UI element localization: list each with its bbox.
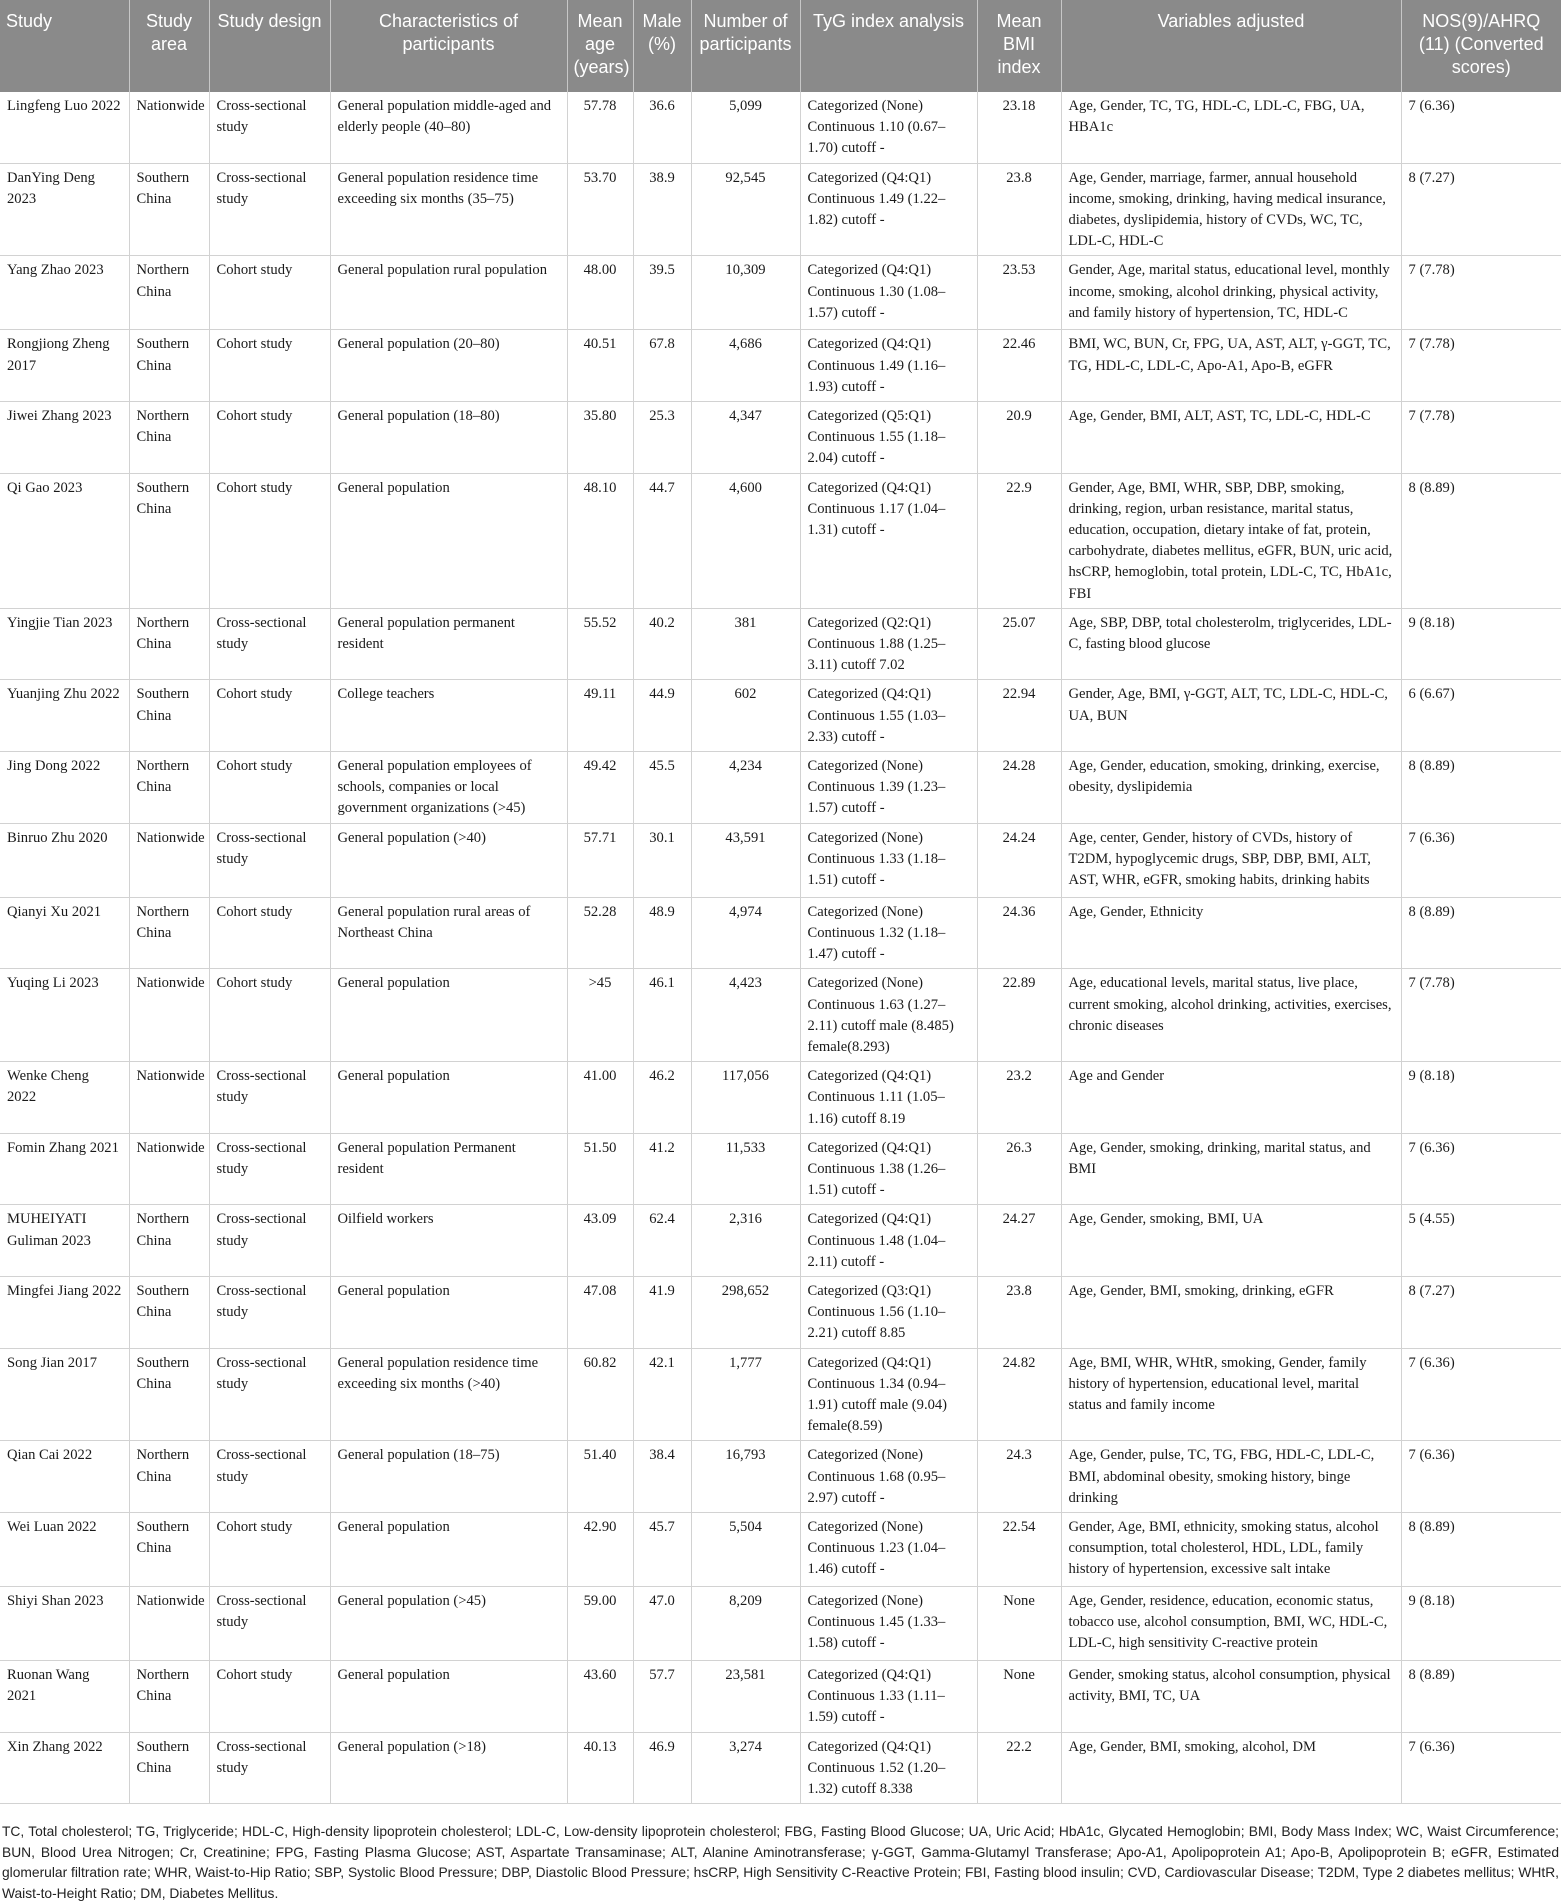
cell-bmi: 24.3 xyxy=(977,1441,1061,1513)
cell-participants: 16,793 xyxy=(691,1441,800,1513)
cell-tyg: Categorized (Q2:Q1) Continuous 1.88 (1.25–3.11) cutoff 7.02 xyxy=(800,608,977,680)
cell-mean-age: 60.82 xyxy=(567,1348,633,1441)
table-footnote: TC, Total cholesterol; TG, Triglyceride; HDL-C, High-density lipoprotein cholesterol; LDL-C, Low-density lipoprotein cholesterol; FBG, Fasting Blood Glucose; UA, Uric Acid; HbA1c, Glycated Hemoglobin; BMI, Body Mass Index; WC, Waist Circumference; BUN, Blood Urea Nitrogen; Cr, Creatinine; FPG, Fasting Plasma Glucose; AST, Aspartate Transaminase; ALT, Alanine Aminotransferase; γ-GGT, Gamma-Glutamyl Transferase; Apo-A1, Apolipoprotein A1; Apo-B, Apolipoprotein B; eGFR, Estimated glomerular filtration rate; WHR, Waist-to-Hip Ratio; SBP, Systolic Blood Pressure; DBP, Diastolic Blood Pressure; hsCRP, High Sensitivity C-Reactive Protein; FBI, Fasting blood insulin; CVD, Cardiovascular Disease; T2DM, Type 2 diabetes mellitus; WHtR, Waist-to-Height Ratio; DM, Diabetes Mellitus. xyxy=(2,1824,1559,1901)
table-row xyxy=(0,608,1561,680)
cell-study-design: Cross-sectional study xyxy=(209,1276,330,1348)
cell-male: 46.9 xyxy=(633,1732,691,1804)
table-row xyxy=(0,1133,1561,1205)
cell-variables: Age, center, Gender, history of CVDs, history of T2DM, hypoglycemic drugs, SBP, DBP, BMI, ALT, AST, WHR, eGFR, smoking habits, drinking habits xyxy=(1061,823,1401,897)
cell-quality: 9 (8.18) xyxy=(1401,1062,1561,1134)
cell-participants: 10,309 xyxy=(691,256,800,330)
cell-quality: 8 (8.89) xyxy=(1401,473,1561,608)
cell-characteristics: General population xyxy=(330,1276,567,1348)
cell-quality: 8 (7.27) xyxy=(1401,163,1561,256)
cell-variables: Gender, Age, BMI, γ-GGT, ALT, TC, LDL-C, HDL-C, UA, BUN xyxy=(1061,680,1401,752)
cell-male: 45.5 xyxy=(633,752,691,824)
cell-male: 44.7 xyxy=(633,473,691,608)
cell-study: Jing Dong 2022 xyxy=(0,752,129,824)
cell-bmi: 24.24 xyxy=(977,823,1061,897)
cell-study: Yuanjing Zhu 2022 xyxy=(0,680,129,752)
cell-study-area: Southern China xyxy=(129,473,209,608)
header-bmi: Mean BMI index xyxy=(977,0,1061,92)
cell-study: Qian Cai 2022 xyxy=(0,1441,129,1513)
cell-mean-age: 57.78 xyxy=(567,92,633,163)
cell-tyg: Categorized (Q4:Q1) Continuous 1.49 (1.22–1.82) cutoff - xyxy=(800,163,977,256)
cell-male: 46.1 xyxy=(633,969,691,1062)
cell-mean-age: 59.00 xyxy=(567,1586,633,1660)
cell-study-design: Cohort study xyxy=(209,1660,330,1732)
cell-variables: Age, Gender, education, smoking, drinking, exercise, obesity, dyslipidemia xyxy=(1061,752,1401,824)
cell-study-area: Northern China xyxy=(129,402,209,474)
table-row xyxy=(0,256,1561,330)
cell-male: 41.2 xyxy=(633,1133,691,1205)
cell-male: 47.0 xyxy=(633,1586,691,1660)
cell-study-design: Cohort study xyxy=(209,969,330,1062)
cell-mean-age: 52.28 xyxy=(567,897,633,969)
header-study-area: Study area xyxy=(129,0,209,92)
cell-quality: 7 (6.36) xyxy=(1401,1732,1561,1804)
cell-variables: Age and Gender xyxy=(1061,1062,1401,1134)
cell-bmi: 24.28 xyxy=(977,752,1061,824)
cell-participants: 4,347 xyxy=(691,402,800,474)
cell-tyg: Categorized (None) Continuous 1.68 (0.95–2.97) cutoff - xyxy=(800,1441,977,1513)
cell-characteristics: Oilfield workers xyxy=(330,1205,567,1277)
cell-study-design: Cross-sectional study xyxy=(209,1732,330,1804)
cell-study-design: Cohort study xyxy=(209,1512,330,1586)
cell-study: Lingfeng Luo 2022 xyxy=(0,92,129,163)
cell-mean-age: >45 xyxy=(567,969,633,1062)
cell-study-design: Cohort study xyxy=(209,473,330,608)
cell-male: 62.4 xyxy=(633,1205,691,1277)
cell-study-area: Southern China xyxy=(129,1276,209,1348)
cell-bmi: 23.18 xyxy=(977,92,1061,163)
cell-study: Qianyi Xu 2021 xyxy=(0,897,129,969)
cell-study: Yuqing Li 2023 xyxy=(0,969,129,1062)
cell-bmi: 24.82 xyxy=(977,1348,1061,1441)
cell-study: Binruo Zhu 2020 xyxy=(0,823,129,897)
cell-bmi: 22.2 xyxy=(977,1732,1061,1804)
cell-study-design: Cross-sectional study xyxy=(209,1348,330,1441)
header-study-design: Study design xyxy=(209,0,330,92)
cell-variables: Age, Gender, BMI, smoking, drinking, eGFR xyxy=(1061,1276,1401,1348)
cell-variables: Age, educational levels, marital status, live place, current smoking, alcohol drinking, activities, exercises, chronic diseases xyxy=(1061,969,1401,1062)
cell-participants: 4,234 xyxy=(691,752,800,824)
cell-variables: Age, Gender, marriage, farmer, annual household income, smoking, drinking, having medical insurance, diabetes, dyslipidemia, history of CVDs, WC, TC, LDL-C, HDL-C xyxy=(1061,163,1401,256)
cell-study-area: Nationwide xyxy=(129,969,209,1062)
cell-variables: Gender, smoking status, alcohol consumption, physical activity, BMI, TC, UA xyxy=(1061,1660,1401,1732)
cell-mean-age: 43.09 xyxy=(567,1205,633,1277)
cell-variables: Gender, Age, marital status, educational level, monthly income, smoking, alcohol drinking, physical activity, and family history of hypertension, TC, HDL-C xyxy=(1061,256,1401,330)
cell-tyg: Categorized (Q5:Q1) Continuous 1.55 (1.18–2.04) cutoff - xyxy=(800,402,977,474)
cell-tyg: Categorized (None) Continuous 1.23 (1.04–1.46) cutoff - xyxy=(800,1512,977,1586)
cell-bmi: 24.36 xyxy=(977,897,1061,969)
header-variables: Variables adjusted xyxy=(1061,0,1401,92)
cell-male: 44.9 xyxy=(633,680,691,752)
cell-study: Fomin Zhang 2021 xyxy=(0,1133,129,1205)
cell-mean-age: 40.13 xyxy=(567,1732,633,1804)
table-row xyxy=(0,330,1561,402)
table-row xyxy=(0,680,1561,752)
cell-study: Shiyi Shan 2023 xyxy=(0,1586,129,1660)
cell-participants: 23,581 xyxy=(691,1660,800,1732)
cell-mean-age: 48.10 xyxy=(567,473,633,608)
cell-bmi: 22.9 xyxy=(977,473,1061,608)
table-row xyxy=(0,1205,1561,1277)
header-tyg: TyG index analysis xyxy=(800,0,977,92)
cell-study-design: Cohort study xyxy=(209,680,330,752)
cell-study-area: Northern China xyxy=(129,256,209,330)
cell-characteristics: General population residence time exceeding six months (35–75) xyxy=(330,163,567,256)
cell-characteristics: General population xyxy=(330,473,567,608)
cell-mean-age: 43.60 xyxy=(567,1660,633,1732)
cell-characteristics: General population middle-aged and elderly people (40–80) xyxy=(330,92,567,163)
cell-study-design: Cross-sectional study xyxy=(209,608,330,680)
cell-quality: 7 (6.36) xyxy=(1401,92,1561,163)
cell-tyg: Categorized (Q4:Q1) Continuous 1.34 (0.94–1.91) cutoff male (9.04) female(8.59) xyxy=(800,1348,977,1441)
cell-mean-age: 49.42 xyxy=(567,752,633,824)
cell-study: Rongjiong Zheng 2017 xyxy=(0,330,129,402)
cell-quality: 7 (7.78) xyxy=(1401,969,1561,1062)
cell-tyg: Categorized (None) Continuous 1.39 (1.23–1.57) cutoff - xyxy=(800,752,977,824)
cell-study-design: Cohort study xyxy=(209,256,330,330)
cell-characteristics: General population residence time exceeding six months (>40) xyxy=(330,1348,567,1441)
cell-participants: 1,777 xyxy=(691,1348,800,1441)
cell-variables: Age, Gender, BMI, smoking, alcohol, DM xyxy=(1061,1732,1401,1804)
cell-characteristics: General population xyxy=(330,969,567,1062)
cell-characteristics: General population rural population xyxy=(330,256,567,330)
header-characteristics: Characteristics of participants xyxy=(330,0,567,92)
cell-participants: 11,533 xyxy=(691,1133,800,1205)
cell-characteristics: General population Permanent resident xyxy=(330,1133,567,1205)
cell-male: 36.6 xyxy=(633,92,691,163)
cell-quality: 7 (6.36) xyxy=(1401,1441,1561,1513)
cell-variables: Age, Gender, residence, education, economic status, tobacco use, alcohol consumption, BMI, WC, HDL-C, LDL-C, high sensitivity C-reactive protein xyxy=(1061,1586,1401,1660)
cell-quality: 9 (8.18) xyxy=(1401,608,1561,680)
cell-variables: Age, SBP, DBP, total cholesterolm, triglycerides, LDL-C, fasting blood glucose xyxy=(1061,608,1401,680)
cell-quality: 7 (6.36) xyxy=(1401,823,1561,897)
cell-study-area: Northern China xyxy=(129,608,209,680)
table-row xyxy=(0,1512,1561,1586)
cell-participants: 117,056 xyxy=(691,1062,800,1134)
cell-tyg: Categorized (None) Continuous 1.45 (1.33–1.58) cutoff - xyxy=(800,1586,977,1660)
cell-study-area: Nationwide xyxy=(129,92,209,163)
cell-study-area: Northern China xyxy=(129,752,209,824)
cell-bmi: 25.07 xyxy=(977,608,1061,680)
table-row xyxy=(0,897,1561,969)
cell-study: Xin Zhang 2022 xyxy=(0,1732,129,1804)
cell-tyg: Categorized (Q4:Q1) Continuous 1.11 (1.05–1.16) cutoff 8.19 xyxy=(800,1062,977,1134)
cell-characteristics: General population (>40) xyxy=(330,823,567,897)
cell-quality: 5 (4.55) xyxy=(1401,1205,1561,1277)
cell-characteristics: General population rural areas of Northeast China xyxy=(330,897,567,969)
cell-variables: Gender, Age, BMI, ethnicity, smoking status, alcohol consumption, total cholesterol, HDL, LDL, family history of hypertension, excessive salt intake xyxy=(1061,1512,1401,1586)
cell-mean-age: 48.00 xyxy=(567,256,633,330)
table-row xyxy=(0,1586,1561,1660)
cell-characteristics: General population (18–75) xyxy=(330,1441,567,1513)
cell-study-area: Southern China xyxy=(129,330,209,402)
cell-study: Yang Zhao 2023 xyxy=(0,256,129,330)
cell-study: Wenke Cheng 2022 xyxy=(0,1062,129,1134)
cell-male: 48.9 xyxy=(633,897,691,969)
cell-study-area: Nationwide xyxy=(129,1133,209,1205)
cell-study-design: Cohort study xyxy=(209,330,330,402)
cell-bmi: 26.3 xyxy=(977,1133,1061,1205)
cell-bmi: None xyxy=(977,1586,1061,1660)
table-row xyxy=(0,1441,1561,1513)
cell-mean-age: 55.52 xyxy=(567,608,633,680)
cell-characteristics: General population (>45) xyxy=(330,1586,567,1660)
table-row xyxy=(0,473,1561,608)
cell-study-design: Cross-sectional study xyxy=(209,1062,330,1134)
cell-bmi: 23.2 xyxy=(977,1062,1061,1134)
cell-quality: 8 (8.89) xyxy=(1401,752,1561,824)
cell-tyg: Categorized (Q4:Q1) Continuous 1.33 (1.11–1.59) cutoff - xyxy=(800,1660,977,1732)
cell-study-area: Nationwide xyxy=(129,1062,209,1134)
cell-study-design: Cross-sectional study xyxy=(209,1586,330,1660)
cell-mean-age: 49.11 xyxy=(567,680,633,752)
cell-mean-age: 41.00 xyxy=(567,1062,633,1134)
cell-study-design: Cross-sectional study xyxy=(209,1133,330,1205)
cell-participants: 8,209 xyxy=(691,1586,800,1660)
cell-variables: Gender, Age, BMI, WHR, SBP, DBP, smoking, drinking, region, urban resistance, marital status, education, occupation, dietary intake of fat, protein, carbohydrate, diabetes mellitus, eGFR, BUN, uric acid, hsCRP, hemoglobin, total protein, LDL-C, TC, HbA1c, FBI xyxy=(1061,473,1401,608)
cell-male: 57.7 xyxy=(633,1660,691,1732)
cell-study: Jiwei Zhang 2023 xyxy=(0,402,129,474)
header-male: Male (%) xyxy=(633,0,691,92)
cell-male: 67.8 xyxy=(633,330,691,402)
cell-bmi: 22.54 xyxy=(977,1512,1061,1586)
cell-participants: 381 xyxy=(691,608,800,680)
cell-characteristics: General population xyxy=(330,1512,567,1586)
cell-study: Mingfei Jiang 2022 xyxy=(0,1276,129,1348)
cell-variables: Age, Gender, smoking, BMI, UA xyxy=(1061,1205,1401,1277)
cell-participants: 5,099 xyxy=(691,92,800,163)
cell-participants: 43,591 xyxy=(691,823,800,897)
cell-tyg: Categorized (None) Continuous 1.63 (1.27–2.11) cutoff male (8.485) female(8.293) xyxy=(800,969,977,1062)
cell-tyg: Categorized (Q4:Q1) Continuous 1.49 (1.16–1.93) cutoff - xyxy=(800,330,977,402)
table-row xyxy=(0,1062,1561,1134)
header-study: Study xyxy=(0,0,129,92)
cell-study-area: Northern China xyxy=(129,1660,209,1732)
table-row xyxy=(0,1732,1561,1804)
cell-male: 41.9 xyxy=(633,1276,691,1348)
cell-mean-age: 57.71 xyxy=(567,823,633,897)
cell-study-area: Nationwide xyxy=(129,1586,209,1660)
header-quality: NOS(9)/AHRQ (11) (Converted scores) xyxy=(1401,0,1561,92)
cell-study-design: Cross-sectional study xyxy=(209,92,330,163)
cell-quality: 7 (6.36) xyxy=(1401,1133,1561,1205)
header-mean-age: Mean age (years) xyxy=(567,0,633,92)
cell-study: DanYing Deng 2023 xyxy=(0,163,129,256)
cell-mean-age: 53.70 xyxy=(567,163,633,256)
cell-characteristics: General population (>18) xyxy=(330,1732,567,1804)
cell-characteristics: General population (18–80) xyxy=(330,402,567,474)
cell-quality: 9 (8.18) xyxy=(1401,1586,1561,1660)
cell-participants: 4,686 xyxy=(691,330,800,402)
cell-participants: 4,423 xyxy=(691,969,800,1062)
cell-bmi: 22.89 xyxy=(977,969,1061,1062)
cell-characteristics: General population (20–80) xyxy=(330,330,567,402)
cell-participants: 602 xyxy=(691,680,800,752)
cell-male: 42.1 xyxy=(633,1348,691,1441)
cell-mean-age: 51.50 xyxy=(567,1133,633,1205)
cell-bmi: 23.8 xyxy=(977,163,1061,256)
cell-study-area: Northern China xyxy=(129,897,209,969)
cell-characteristics: General population xyxy=(330,1062,567,1134)
table-row xyxy=(0,1276,1561,1348)
table-row xyxy=(0,969,1561,1062)
table-row xyxy=(0,1660,1561,1732)
cell-bmi: 23.8 xyxy=(977,1276,1061,1348)
cell-tyg: Categorized (None) Continuous 1.33 (1.18–1.51) cutoff - xyxy=(800,823,977,897)
cell-tyg: Categorized (Q4:Q1) Continuous 1.17 (1.04–1.31) cutoff - xyxy=(800,473,977,608)
cell-mean-age: 42.90 xyxy=(567,1512,633,1586)
header-participants: Number of participants xyxy=(691,0,800,92)
cell-tyg: Categorized (Q4:Q1) Continuous 1.30 (1.08–1.57) cutoff - xyxy=(800,256,977,330)
cell-quality: 7 (7.78) xyxy=(1401,256,1561,330)
cell-study-area: Southern China xyxy=(129,1348,209,1441)
cell-mean-age: 47.08 xyxy=(567,1276,633,1348)
cell-male: 46.2 xyxy=(633,1062,691,1134)
cell-characteristics: General population permanent resident xyxy=(330,608,567,680)
cell-tyg: Categorized (Q4:Q1) Continuous 1.55 (1.03–2.33) cutoff - xyxy=(800,680,977,752)
cell-male: 40.2 xyxy=(633,608,691,680)
cell-participants: 2,316 xyxy=(691,1205,800,1277)
cell-male: 45.7 xyxy=(633,1512,691,1586)
table-row xyxy=(0,402,1561,474)
cell-study-area: Southern China xyxy=(129,1512,209,1586)
cell-bmi: 20.9 xyxy=(977,402,1061,474)
cell-male: 39.5 xyxy=(633,256,691,330)
cell-tyg: Categorized (Q4:Q1) Continuous 1.52 (1.20–1.32) cutoff 8.338 xyxy=(800,1732,977,1804)
cell-participants: 4,600 xyxy=(691,473,800,608)
cell-quality: 7 (7.78) xyxy=(1401,402,1561,474)
cell-study: Song Jian 2017 xyxy=(0,1348,129,1441)
table-row xyxy=(0,823,1561,897)
cell-study-area: Northern China xyxy=(129,1441,209,1513)
cell-tyg: Categorized (None) Continuous 1.32 (1.18–1.47) cutoff - xyxy=(800,897,977,969)
cell-study-area: Southern China xyxy=(129,1732,209,1804)
cell-study-area: Nationwide xyxy=(129,823,209,897)
cell-characteristics: College teachers xyxy=(330,680,567,752)
cell-variables: Age, Gender, smoking, drinking, marital status, and BMI xyxy=(1061,1133,1401,1205)
cell-male: 38.9 xyxy=(633,163,691,256)
cell-study-area: Southern China xyxy=(129,163,209,256)
cell-study: Wei Luan 2022 xyxy=(0,1512,129,1586)
cell-bmi: 22.46 xyxy=(977,330,1061,402)
cell-participants: 4,974 xyxy=(691,897,800,969)
cell-study-design: Cohort study xyxy=(209,752,330,824)
cell-quality: 8 (8.89) xyxy=(1401,897,1561,969)
cell-tyg: Categorized (Q4:Q1) Continuous 1.38 (1.26–1.51) cutoff - xyxy=(800,1133,977,1205)
cell-study-design: Cross-sectional study xyxy=(209,823,330,897)
cell-bmi: None xyxy=(977,1660,1061,1732)
cell-quality: 8 (7.27) xyxy=(1401,1276,1561,1348)
cell-quality: 7 (6.36) xyxy=(1401,1348,1561,1441)
cell-study: Qi Gao 2023 xyxy=(0,473,129,608)
cell-study-design: Cohort study xyxy=(209,402,330,474)
cell-participants: 92,545 xyxy=(691,163,800,256)
cell-study: Ruonan Wang 2021 xyxy=(0,1660,129,1732)
cell-study-design: Cross-sectional study xyxy=(209,1205,330,1277)
cell-variables: Age, Gender, BMI, ALT, AST, TC, LDL-C, HDL-C xyxy=(1061,402,1401,474)
cell-bmi: 22.94 xyxy=(977,680,1061,752)
cell-quality: 7 (7.78) xyxy=(1401,330,1561,402)
table-row xyxy=(0,163,1561,256)
cell-study-design: Cross-sectional study xyxy=(209,1441,330,1513)
cell-mean-age: 40.51 xyxy=(567,330,633,402)
cell-study-area: Northern China xyxy=(129,1205,209,1277)
cell-male: 38.4 xyxy=(633,1441,691,1513)
cell-mean-age: 35.80 xyxy=(567,402,633,474)
cell-bmi: 23.53 xyxy=(977,256,1061,330)
cell-participants: 3,274 xyxy=(691,1732,800,1804)
cell-study-design: Cross-sectional study xyxy=(209,163,330,256)
cell-tyg: Categorized (Q4:Q1) Continuous 1.48 (1.04–2.11) cutoff - xyxy=(800,1205,977,1277)
cell-variables: Age, Gender, Ethnicity xyxy=(1061,897,1401,969)
cell-study-design: Cohort study xyxy=(209,897,330,969)
table-row xyxy=(0,752,1561,824)
cell-study: MUHEIYATI Guliman 2023 xyxy=(0,1205,129,1277)
table-row xyxy=(0,92,1561,163)
cell-quality: 8 (8.89) xyxy=(1401,1512,1561,1586)
cell-characteristics: General population xyxy=(330,1660,567,1732)
cell-male: 30.1 xyxy=(633,823,691,897)
cell-study-area: Southern China xyxy=(129,680,209,752)
header-row xyxy=(0,0,1561,92)
cell-bmi: 24.27 xyxy=(977,1205,1061,1277)
cell-variables: BMI, WC, BUN, Cr, FPG, UA, AST, ALT, γ-GGT, TC, TG, HDL-C, LDL-C, Apo-A1, Apo-B, eGFR xyxy=(1061,330,1401,402)
cell-variables: Age, Gender, TC, TG, HDL-C, LDL-C, FBG, UA, HBA1c xyxy=(1061,92,1401,163)
cell-participants: 5,504 xyxy=(691,1512,800,1586)
cell-mean-age: 51.40 xyxy=(567,1441,633,1513)
cell-participants: 298,652 xyxy=(691,1276,800,1348)
cell-male: 25.3 xyxy=(633,402,691,474)
cell-variables: Age, Gender, pulse, TC, TG, FBG, HDL-C, LDL-C, BMI, abdominal obesity, smoking history, binge drinking xyxy=(1061,1441,1401,1513)
cell-characteristics: General population employees of schools, companies or local government organizations (>45) xyxy=(330,752,567,824)
cell-variables: Age, BMI, WHR, WHtR, smoking, Gender, family history of hypertension, educational level, marital status and family income xyxy=(1061,1348,1401,1441)
cell-quality: 8 (8.89) xyxy=(1401,1660,1561,1732)
cell-tyg: Categorized (None) Continuous 1.10 (0.67–1.70) cutoff - xyxy=(800,92,977,163)
cell-tyg: Categorized (Q3:Q1) Continuous 1.56 (1.10–2.21) cutoff 8.85 xyxy=(800,1276,977,1348)
cell-quality: 6 (6.67) xyxy=(1401,680,1561,752)
cell-study: Yingjie Tian 2023 xyxy=(0,608,129,680)
table-row xyxy=(0,1348,1561,1441)
